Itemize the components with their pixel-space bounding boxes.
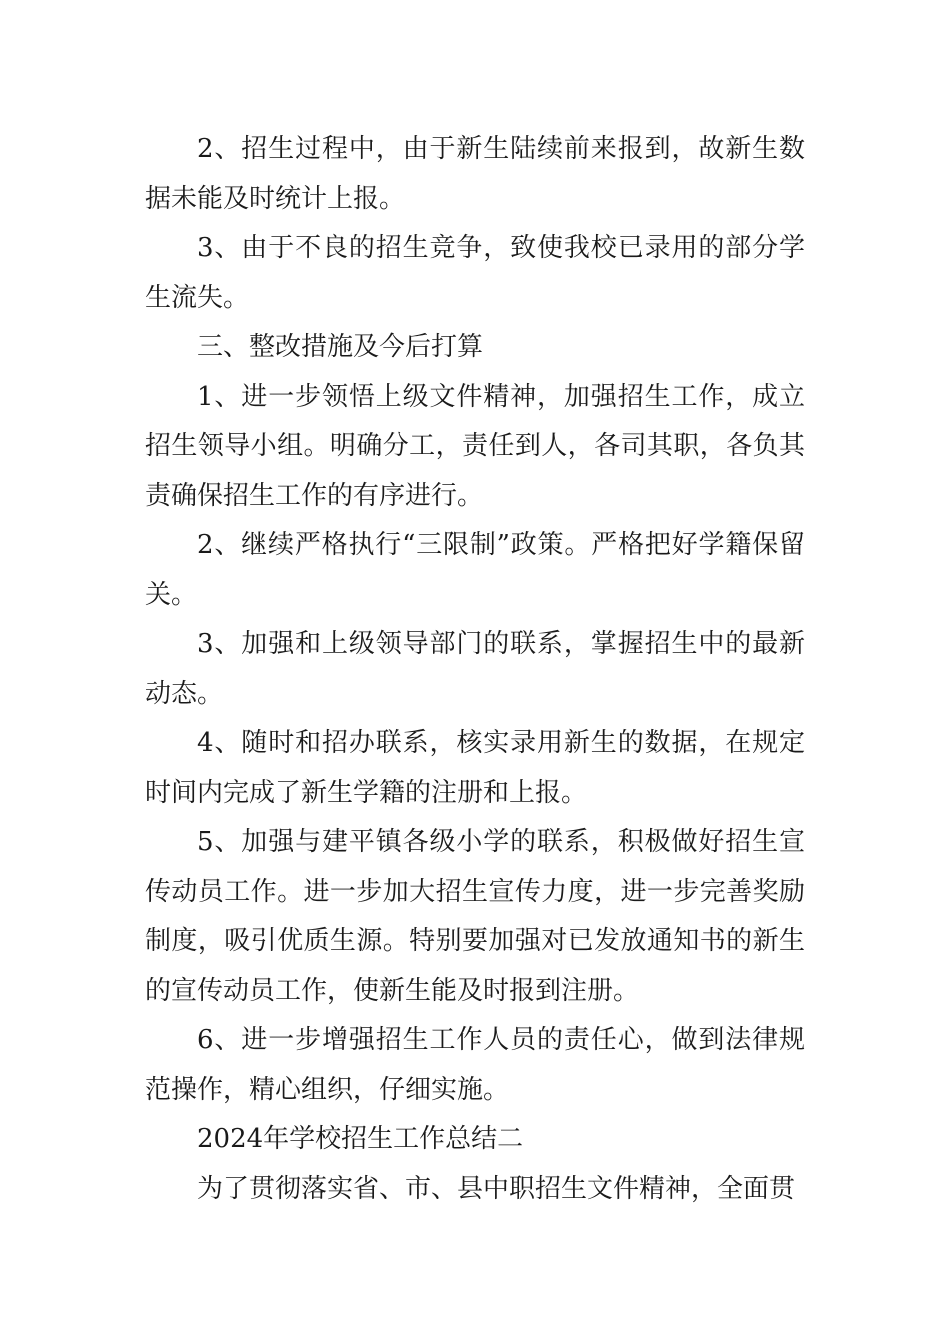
paragraph-measure-5: 5、加强与建平镇各级小学的联系，积极做好招生宣传动员工作。进一步加大招生宣传力度，进一步完善奖励制度，吸引优质生源。特别要加强对已发放通知书的新生的宣传动员工作，使新生能及时报到注册。 (145, 827, 805, 1006)
paragraph-issue-2: 2、招生过程中，由于新生陆续前来报到，故新生数据未能及时统计上报。 (145, 134, 805, 214)
paragraph-measure-4: 4、随时和招办联系，核实录用新生的数据，在规定时间内完成了新生学籍的注册和上报。 (145, 728, 805, 808)
paragraph-issue-3: 3、由于不良的招生竞争，致使我校已录用的部分学生流失。 (145, 233, 805, 313)
document-body (145, 125, 805, 1214)
paragraph-measure-2: 2、继续严格执行“三限制”政策。严格把好学籍保留关。 (145, 530, 805, 610)
document-subtitle: 2024年学校招生工作总结二 (197, 1124, 524, 1154)
paragraph-intro: 为了贯彻落实省、市、县中职招生文件精神，全面贯 (197, 1173, 796, 1204)
paragraph-measure-6: 6、进一步增强招生工作人员的责任心，做到法律规范操作，精心组织，仔细实施。 (145, 1025, 805, 1105)
paragraph-measure-3: 3、加强和上级领导部门的联系，掌握招生中的最新动态。 (145, 629, 805, 709)
section-heading-measures: 三、整改措施及今后打算 (197, 332, 484, 362)
paragraph-measure-1: 1、进一步领悟上级文件精神，加强招生工作，成立招生领导小组。明确分工，责任到人，各司其职，各负其责确保招生工作的有序进行。 (145, 381, 805, 511)
